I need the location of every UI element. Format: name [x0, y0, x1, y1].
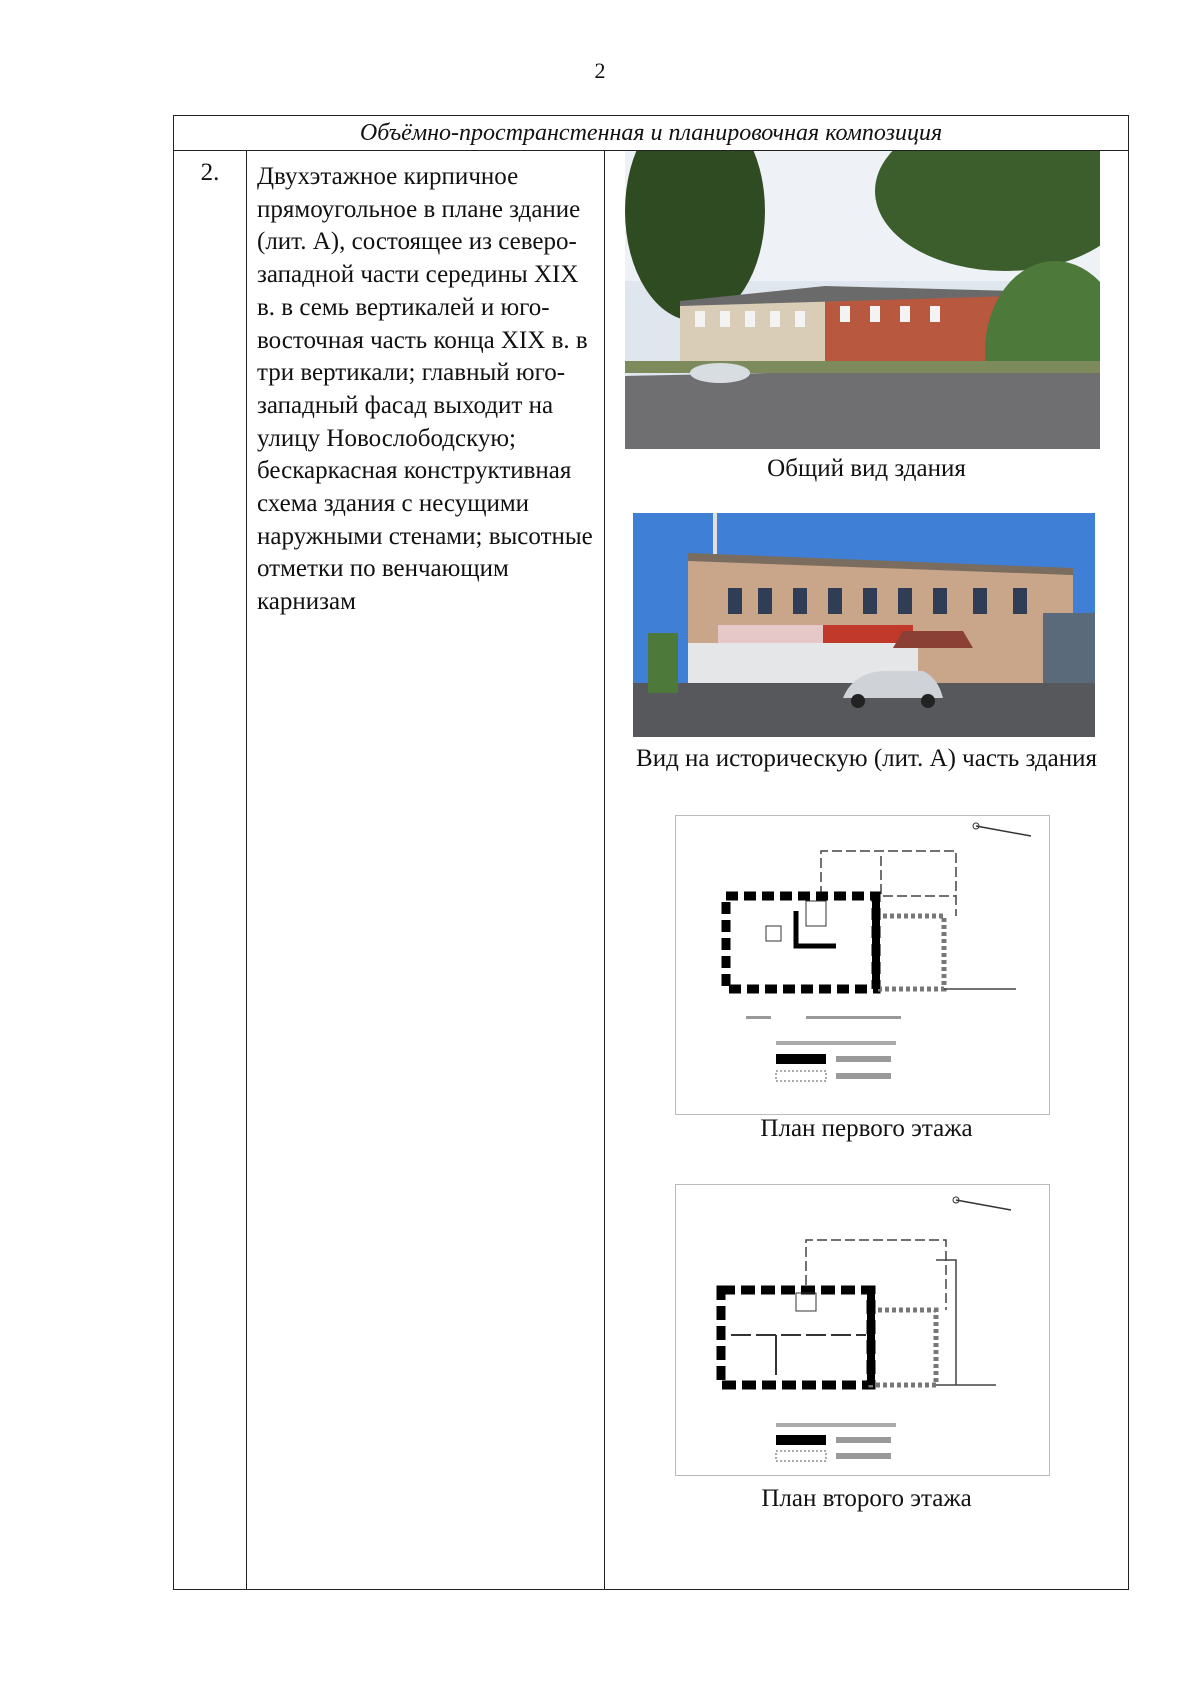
building-general-view-photo	[625, 151, 1100, 449]
caption-historic-part: Вид на историческую (лит. А) часть здания	[636, 745, 1098, 772]
section-title: Объёмно-пространстенная и планировочная композиция	[174, 116, 1129, 151]
row-number: 2.	[174, 151, 247, 1590]
row-description: Двухэтажное кирпичное прямоугольное в плане здание (лит. А), состоящее из северо-западной части середины XIX в. в семь вертикалей и юго-восточная часть конца XIX в. в три вертикали; главный юго-западный фасад выходит на улицу Новослободскую; бескаркасная конструктивная схема здания с несущими наружными стенами; высотные отметки по венчающим карнизам	[247, 151, 605, 1590]
page-number: 2	[594, 58, 606, 83]
table-row	[174, 151, 1129, 1590]
historic-part-photo	[633, 513, 1095, 737]
section-header-row	[174, 116, 1129, 151]
caption-general-view: Общий вид здания	[767, 455, 966, 482]
figures-cell	[605, 151, 1129, 1590]
second-floor-plan	[675, 1184, 1050, 1476]
first-floor-plan	[675, 815, 1050, 1115]
heritage-table	[173, 115, 1129, 1590]
caption-first-floor-plan: План первого этажа	[760, 1115, 973, 1142]
caption-second-floor-plan: План второго этажа	[761, 1485, 972, 1512]
